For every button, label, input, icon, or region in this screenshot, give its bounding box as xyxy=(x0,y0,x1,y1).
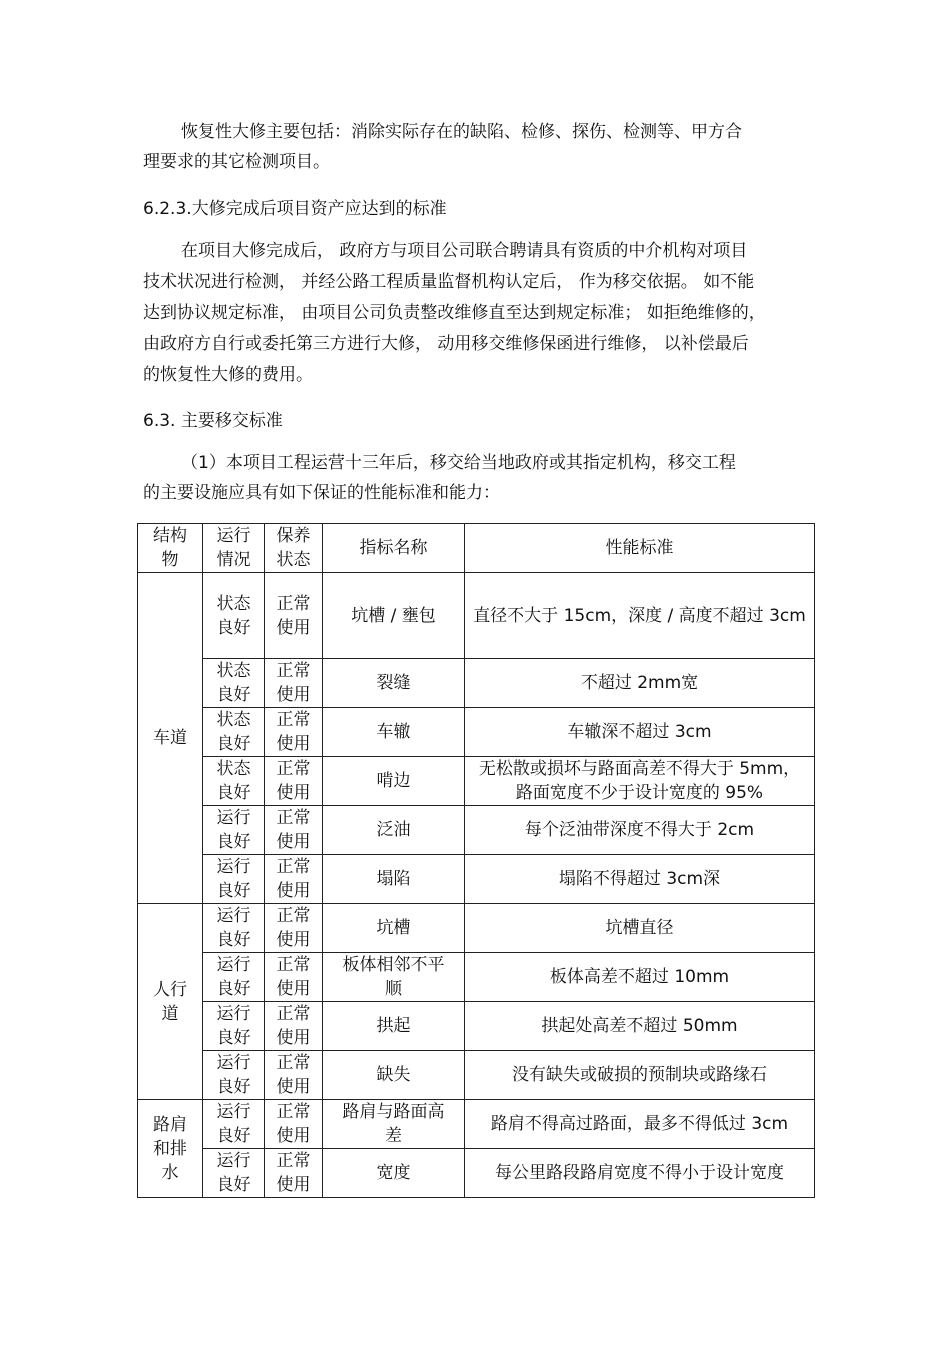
table-row xyxy=(138,1149,815,1198)
table-row xyxy=(138,708,815,757)
section-heading-6-3: 6.3. 主要移交标准 xyxy=(143,411,283,431)
header-structure: 结构 物 xyxy=(138,524,203,573)
cell-standard: 塌陷不得超过 3cm深 xyxy=(465,855,815,904)
cell-maintenance: 正常 使用 xyxy=(265,806,323,855)
paragraph-line: 恢复性大修主要包括：消除实际存在的缺陷、检修、探伤、检测等、甲方合 xyxy=(181,122,742,142)
cell-operation: 状态 良好 xyxy=(203,757,265,806)
group-lane: 车道 xyxy=(138,573,203,904)
cell-indicator: 板体相邻不平 顺 xyxy=(323,953,465,1002)
cell-operation: 状态 良好 xyxy=(203,708,265,757)
group-sidewalk: 人行 道 xyxy=(138,904,203,1100)
cell-indicator: 车辙 xyxy=(323,708,465,757)
section-heading-6-2-3: 6.2.3.大修完成后项目资产应达到的标准 xyxy=(143,199,447,219)
cell-standard: 无松散或损坏与路面高差不得大于 5mm， 路面宽度不少于设计宽度的 95% xyxy=(465,757,815,806)
cell-maintenance: 正常 使用 xyxy=(265,573,323,659)
paragraph-line: 在项目大修完成后， 政府方与项目公司联合聘请具有资质的中介机构对项目 xyxy=(181,241,748,261)
cell-operation: 运行 良好 xyxy=(203,1100,265,1149)
paragraph-line: 的恢复性大修的费用。 xyxy=(143,365,313,385)
cell-indicator: 坑槽 xyxy=(323,904,465,953)
cell-indicator: 坑槽 / 壅包 xyxy=(323,573,465,659)
paragraph-line: 技术状况进行检测， 并经公路工程质量监督机构认定后， 作为移交依据。 如不能 xyxy=(143,272,755,292)
cell-operation: 运行 良好 xyxy=(203,806,265,855)
cell-indicator: 缺失 xyxy=(323,1051,465,1100)
header-indicator: 指标名称 xyxy=(323,524,465,573)
header-operation: 运行 情况 xyxy=(203,524,265,573)
cell-operation: 运行 良好 xyxy=(203,1149,265,1198)
cell-indicator: 塌陷 xyxy=(323,855,465,904)
paragraph-line: （1）本项目工程运营十三年后，移交给当地政府或其指定机构，移交工程 xyxy=(181,453,736,473)
cell-standard: 每个泛油带深度不得大于 2cm xyxy=(465,806,815,855)
performance-standard-table xyxy=(137,523,815,1198)
cell-maintenance: 正常 使用 xyxy=(265,1100,323,1149)
cell-indicator: 路肩与路面高 差 xyxy=(323,1100,465,1149)
table-row xyxy=(138,953,815,1002)
cell-standard: 没有缺失或破损的预制块或路缘石 xyxy=(465,1051,815,1100)
table-row xyxy=(138,806,815,855)
cell-operation: 运行 良好 xyxy=(203,1051,265,1100)
paragraph-line: 由政府方自行或委托第三方进行大修， 动用移交维修保函进行维修， 以补偿最后 xyxy=(143,334,749,354)
cell-standard: 不超过 2mm宽 xyxy=(465,659,815,708)
cell-operation: 状态 良好 xyxy=(203,659,265,708)
cell-standard: 拱起处高差不超过 50mm xyxy=(465,1002,815,1051)
paragraph-line: 理要求的其它检测项目。 xyxy=(143,152,330,172)
table-header-row xyxy=(138,524,815,573)
paragraph-line: 的主要设施应具有如下保证的性能标准和能力： xyxy=(143,483,500,503)
table-row xyxy=(138,1100,815,1149)
table-row xyxy=(138,659,815,708)
cell-operation: 运行 良好 xyxy=(203,904,265,953)
table-row xyxy=(138,1051,815,1100)
cell-operation: 运行 良好 xyxy=(203,855,265,904)
cell-standard: 车辙深不超过 3cm xyxy=(465,708,815,757)
table-row xyxy=(138,855,815,904)
cell-operation: 运行 良好 xyxy=(203,953,265,1002)
cell-indicator: 啃边 xyxy=(323,757,465,806)
cell-indicator: 拱起 xyxy=(323,1002,465,1051)
cell-indicator: 宽度 xyxy=(323,1149,465,1198)
group-shoulder-drainage: 路肩 和排 水 xyxy=(138,1100,203,1198)
header-standard: 性能标准 xyxy=(465,524,815,573)
table-row xyxy=(138,573,815,659)
cell-standard: 直径不大于 15cm，深度 / 高度不超过 3cm xyxy=(465,573,815,659)
table-row xyxy=(138,1002,815,1051)
paragraph-line: 达到协议规定标准， 由项目公司负责整改维修直至达到规定标准； 如拒绝维修的， xyxy=(143,303,766,323)
cell-operation: 运行 良好 xyxy=(203,1002,265,1051)
cell-maintenance: 正常 使用 xyxy=(265,1149,323,1198)
cell-maintenance: 正常 使用 xyxy=(265,855,323,904)
header-maintenance: 保养 状态 xyxy=(265,524,323,573)
cell-operation: 状态 良好 xyxy=(203,573,265,659)
cell-maintenance: 正常 使用 xyxy=(265,904,323,953)
cell-standard: 每公里路段路肩宽度不得小于设计宽度 xyxy=(465,1149,815,1198)
table-row xyxy=(138,757,815,806)
cell-standard: 坑槽直径 xyxy=(465,904,815,953)
cell-maintenance: 正常 使用 xyxy=(265,708,323,757)
cell-maintenance: 正常 使用 xyxy=(265,1051,323,1100)
table-row xyxy=(138,904,815,953)
cell-standard: 板体高差不超过 10mm xyxy=(465,953,815,1002)
cell-indicator: 裂缝 xyxy=(323,659,465,708)
cell-standard: 路肩不得高过路面，最多不得低过 3cm xyxy=(465,1100,815,1149)
cell-maintenance: 正常 使用 xyxy=(265,659,323,708)
cell-maintenance: 正常 使用 xyxy=(265,1002,323,1051)
cell-maintenance: 正常 使用 xyxy=(265,757,323,806)
cell-indicator: 泛油 xyxy=(323,806,465,855)
cell-maintenance: 正常 使用 xyxy=(265,953,323,1002)
